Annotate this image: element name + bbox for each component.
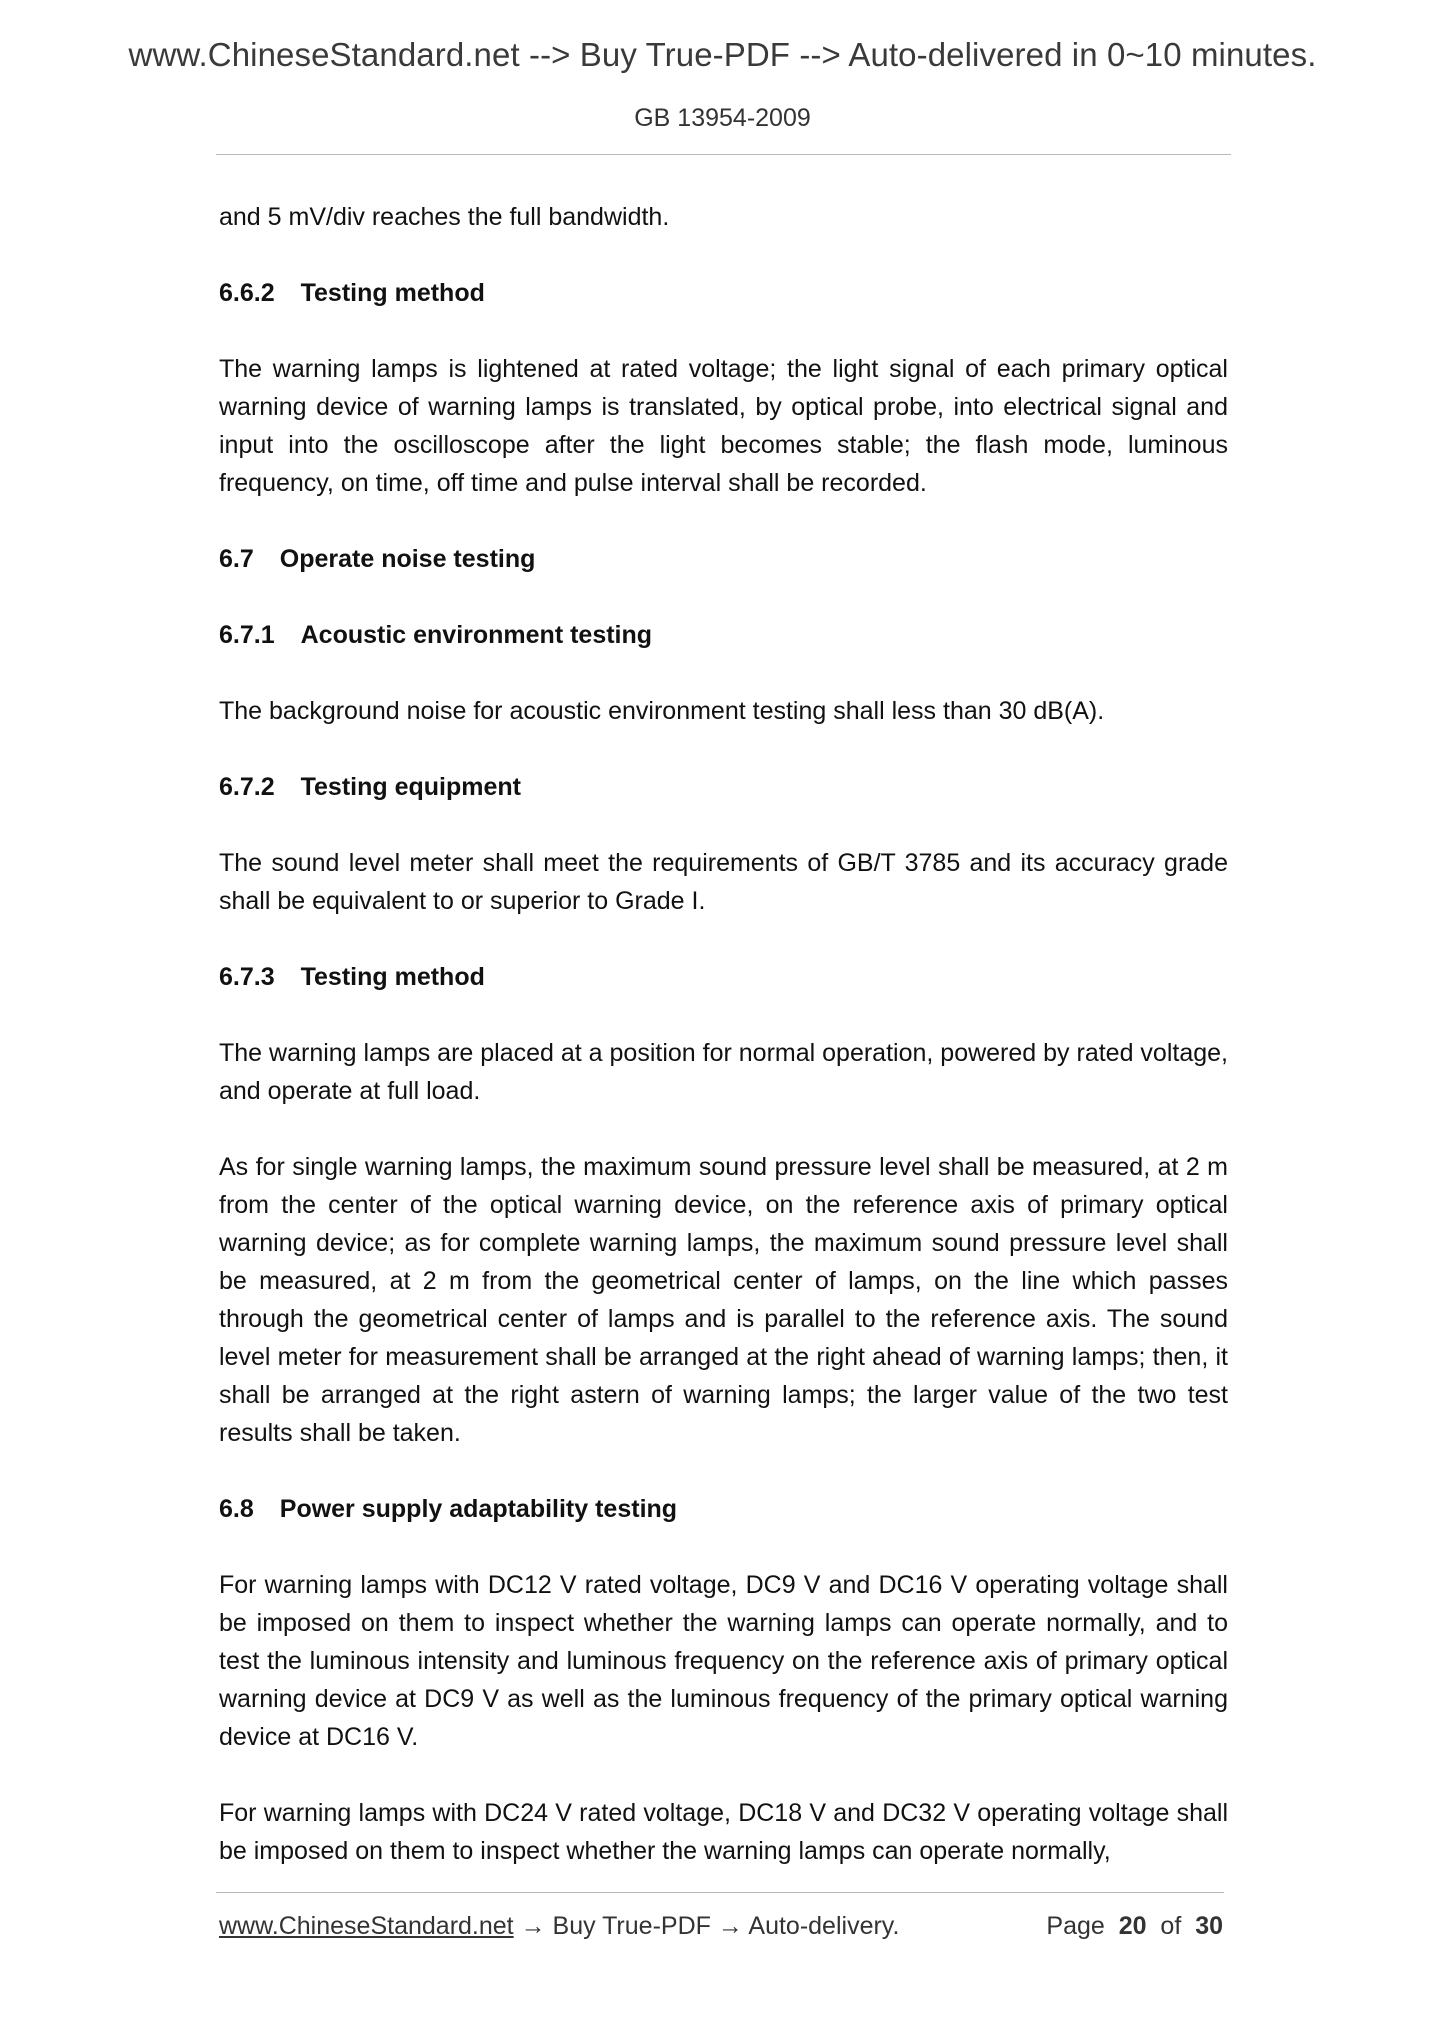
header-divider [216, 154, 1231, 155]
paragraph: For warning lamps with DC24 V rated voltage, DC18 V and DC32 V operating voltage shall be imposed on them to inspect whether the warning lamps can operate normally, [219, 1799, 1228, 1865]
page-total: 30 [1195, 1912, 1223, 1940]
section-title: Testing method [300, 279, 485, 307]
section-heading-6-8 [219, 1490, 1228, 1528]
section-title: Power supply adaptability testing [279, 1495, 678, 1523]
page-word: Page [1046, 1912, 1105, 1940]
section-number: 6.7.3 [219, 963, 275, 991]
section-heading-6-7-2 [219, 768, 1228, 806]
section-heading-6-7-3 [219, 958, 1228, 996]
section-title: Testing method [300, 963, 485, 991]
paragraph: The sound level meter shall meet the requirements of GB/T 3785 and its accuracy grade shall be equivalent to or superior to Grade I. [219, 849, 1228, 915]
section-title: Acoustic environment testing [300, 621, 653, 649]
footer-promo [219, 1912, 899, 1941]
section-number: 6.7 [219, 545, 254, 573]
standard-code: GB 13954-2009 [634, 104, 811, 132]
page-current: 20 [1118, 1912, 1147, 1940]
paragraph: The warning lamps is lightened at rated voltage; the light signal of each primary optical warning device of warning lamps is translated, by optical probe, into electrical signal and input into the oscilloscope after the light becomes stable; the flash mode, luminous frequency, on time, off time and pulse interval shall be recorded. [219, 355, 1228, 497]
paragraph: and 5 mV/div reaches the full bandwidth. [219, 203, 670, 231]
of-word: of [1160, 1912, 1182, 1940]
section-title: Testing equipment [300, 773, 521, 801]
footer-promo-text: → Buy True-PDF → Auto-delivery. [513, 1912, 900, 1940]
page-indicator [1046, 1912, 1223, 1941]
section-heading-6-7 [219, 540, 1228, 578]
section-number: 6.7.1 [219, 621, 275, 649]
section-title: Operate noise testing [279, 545, 536, 573]
paragraph: The warning lamps are placed at a position for normal operation, powered by rated voltage, and operate at full load. [219, 1039, 1228, 1105]
top-banner: www.ChineseStandard.net --> Buy True-PDF --> Auto-delivered in 0~10 minutes. [128, 36, 1317, 73]
footer-divider [216, 1892, 1224, 1893]
section-heading-6-7-1 [219, 616, 1228, 654]
section-number: 6.7.2 [219, 773, 275, 801]
paragraph: For warning lamps with DC12 V rated voltage, DC9 V and DC16 V operating voltage shall be imposed on them to inspect whether the warning lamps can operate normally, and to test the luminous intensity and luminous frequency on the reference axis of primary optical warning device at DC9 V as well as the luminous frequency of the primary optical warning device at DC16 V. [219, 1571, 1228, 1751]
paragraph: The background noise for acoustic environment testing shall less than 30 dB(A). [219, 697, 1105, 725]
section-number: 6.6.2 [219, 279, 275, 307]
document-body [219, 198, 1228, 1908]
section-heading-6-6-2 [219, 274, 1228, 312]
section-number: 6.8 [219, 1495, 254, 1523]
paragraph: As for single warning lamps, the maximum sound pressure level shall be measured, at 2 m from the center of the optical warning device, on the reference axis of primary optical warning device; as for complete warning lamps, the maximum sound pressure level shall be measured, at 2 m from the geometrical center of lamps, on the line which passes through the geometrical center of lamps and is parallel to the reference axis. The sound level meter for measurement shall be arranged at the right ahead of warning lamps; then, it shall be arranged at the right astern of warning lamps; the larger value of the two test results shall be taken. [219, 1153, 1228, 1447]
footer-site-link[interactable]: www.ChineseStandard.net [219, 1912, 514, 1940]
